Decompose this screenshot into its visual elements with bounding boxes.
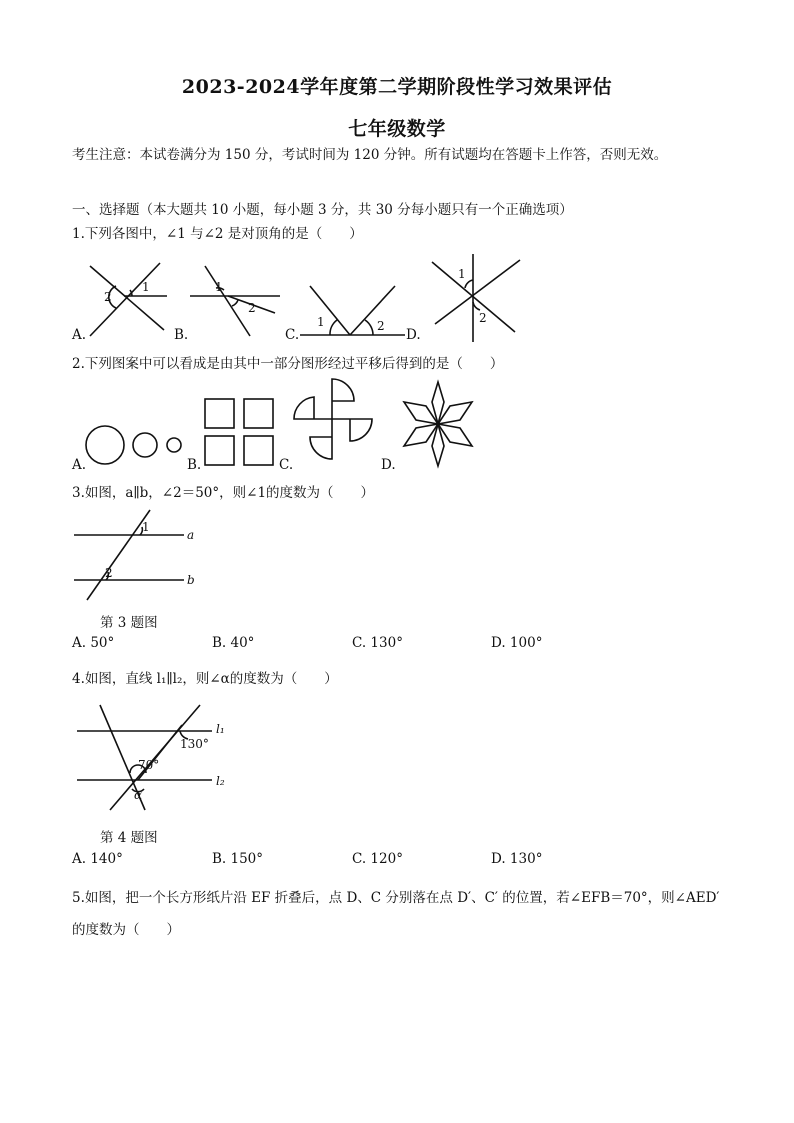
q3-option-d: D. 100°	[491, 635, 543, 651]
q3-figure	[72, 508, 202, 603]
q4-option-a: A. 140°	[72, 851, 123, 867]
q1b-mark-2: 2	[248, 301, 256, 315]
q3-option-b: B. 40°	[212, 635, 255, 651]
q3-mark-2: 2	[105, 566, 113, 580]
q2-figure-c-pinwheel	[292, 375, 374, 465]
q4-option-d: D. 130°	[491, 851, 543, 867]
q2-figure-a-circles	[85, 420, 185, 470]
q4-angle-130: 130°	[180, 737, 209, 751]
q2-figure-b-squares	[200, 395, 280, 470]
section-heading: 一、选择题（本大题共 10 小题，每小题 3 分，共 30 分每小题只有一个正确选项）	[72, 202, 573, 218]
q3-stem: 3.如图，a∥b，∠2＝50°，则∠1的度数为（ ）	[72, 485, 375, 501]
q1-option-b: B.	[174, 327, 189, 343]
q1c-mark-1: 1	[317, 315, 325, 329]
q1a-mark-1: 1	[142, 280, 150, 294]
q1c-mark-2: 2	[377, 319, 385, 333]
q3-option-c: C. 130°	[352, 635, 403, 651]
q5-stem: 5.如图，把一个长方形纸片沿 EF 折叠后，点 D、C 分别落在点 D′、C′ 的位置，若∠EFB＝70°，则∠AED′	[72, 890, 720, 906]
q1d-mark-1: 1	[458, 267, 466, 281]
exam-notice: 考生注意：本试卷满分为 150 分，考试时间为 120 分钟。所有试题均在答题卡上作答，否则无效。	[72, 147, 668, 163]
q4-stem: 4.如图，直线 l₁∥l₂，则∠α的度数为（ ）	[72, 671, 338, 687]
q1-option-a: A.	[72, 327, 87, 343]
q3-caption: 第 3 题图	[100, 615, 158, 631]
q4-line-l1: l₁	[216, 722, 225, 736]
q4-caption: 第 4 题图	[100, 830, 158, 846]
q4-option-b: B. 150°	[212, 851, 264, 867]
q1b-mark-1: 1	[215, 280, 223, 294]
q4-line-l2: l₂	[216, 774, 225, 788]
q1a-mark-2: 2	[104, 290, 112, 304]
q2-option-d: D.	[381, 457, 396, 473]
q4-figure	[72, 703, 242, 813]
q4-angle-70: 70°	[138, 758, 160, 772]
q2-option-b: B.	[187, 457, 202, 473]
q1-figure-c	[295, 258, 410, 343]
q1-option-d: D.	[406, 327, 421, 343]
exam-title: 2023-2024学年度第二学期阶段性学习效果评估	[181, 76, 613, 98]
q1-figure-b	[180, 258, 290, 343]
q4-option-c: C. 120°	[352, 851, 403, 867]
q1-figure-d	[420, 250, 530, 345]
q3-mark-1: 1	[142, 520, 150, 534]
q2-stem: 2.下列图案中可以看成是由其中一部分图形经过平移后得到的是（ ）	[72, 356, 504, 372]
q2-figure-d-star	[398, 380, 480, 470]
q1-stem: 1.下列各图中，∠1 与∠2 是对顶角的是（ ）	[72, 226, 363, 242]
q3-option-a: A. 50°	[72, 635, 115, 651]
exam-subtitle: 七年级数学	[348, 118, 446, 140]
q2-option-a: A.	[72, 457, 87, 473]
q3-line-a: a	[187, 528, 195, 542]
q1-figure-a	[72, 258, 172, 343]
q1d-mark-2: 2	[479, 311, 487, 325]
q2-option-c: C.	[279, 457, 294, 473]
q3-line-b: b	[187, 573, 195, 587]
q5-stem-continued: 的度数为（ ）	[72, 922, 180, 938]
q4-angle-alpha: α	[134, 788, 143, 802]
q1-option-c: C.	[285, 327, 300, 343]
